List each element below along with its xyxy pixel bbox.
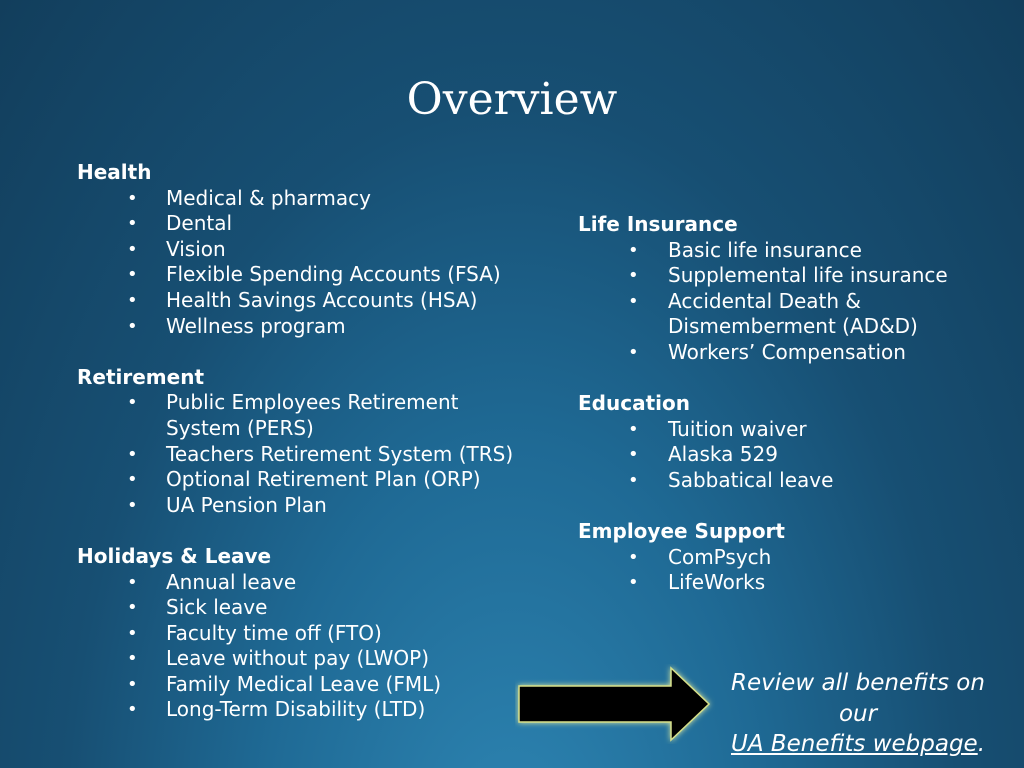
- list-item-label: Family Medical Leave (FML): [166, 671, 442, 696]
- list-item: [77, 262, 517, 288]
- section-holidays-leave: [77, 544, 517, 723]
- bullet-icon: •: [127, 494, 138, 516]
- bullet-icon: •: [628, 546, 639, 568]
- right-arrow-icon: [515, 664, 715, 744]
- list-item-label: Teachers Retirement System (TRS): [166, 441, 514, 466]
- list-item-label: Health Savings Accounts (HSA): [166, 287, 478, 312]
- bullet-icon: •: [127, 443, 138, 465]
- list-item: [578, 263, 948, 289]
- list-item: [578, 570, 948, 596]
- section-heading-holidays-leave: Holidays & Leave: [77, 543, 272, 568]
- list-item: [578, 442, 948, 468]
- list-item-label: UA Pension Plan: [166, 492, 327, 517]
- list-item: [578, 545, 948, 571]
- list-item: [578, 417, 948, 443]
- list-item: [77, 467, 517, 493]
- bullet-icon: •: [127, 469, 138, 491]
- list-item: [77, 493, 517, 519]
- list-item-label: Sabbatical leave: [668, 467, 834, 492]
- list-item: [77, 186, 517, 212]
- list-item: [578, 340, 948, 366]
- bullet-icon: •: [127, 648, 138, 670]
- list-item-label: Basic life insurance: [668, 237, 862, 262]
- list-item: [77, 595, 517, 621]
- section-heading-education: Education: [578, 391, 690, 416]
- holidays-leave-list: [77, 570, 517, 724]
- list-item-label: Alaska 529: [668, 442, 778, 467]
- bullet-icon: •: [628, 444, 639, 466]
- bullet-icon: •: [628, 341, 639, 363]
- right-column: [578, 212, 948, 622]
- left-column: [77, 160, 517, 749]
- list-item-label: Public Employees Retirement System (PERS): [166, 390, 459, 440]
- bullet-icon: •: [127, 622, 138, 644]
- list-item: [77, 646, 517, 672]
- bullet-icon: •: [127, 238, 138, 260]
- list-item: [77, 442, 517, 468]
- section-heading-health: Health: [77, 160, 152, 184]
- education-list: [578, 417, 948, 494]
- list-item-label: Flexible Spending Accounts (FSA): [166, 262, 501, 287]
- benefits-callout: [728, 668, 988, 760]
- list-item-label: Optional Retirement Plan (ORP): [166, 467, 481, 492]
- bullet-icon: •: [127, 213, 138, 235]
- list-item-label: Long-Term Disability (LTD): [166, 697, 426, 722]
- bullet-icon: •: [127, 392, 138, 414]
- list-item: [77, 288, 517, 314]
- bullet-icon: •: [127, 699, 138, 721]
- list-item: [578, 468, 948, 494]
- section-heading-retirement: Retirement: [77, 364, 205, 389]
- life-insurance-list: [578, 238, 948, 366]
- list-item-label: Supplemental life insurance: [668, 263, 948, 288]
- bullet-icon: •: [628, 239, 639, 261]
- list-item: [578, 289, 948, 340]
- list-item-label: Annual leave: [166, 569, 297, 594]
- bullet-icon: •: [127, 597, 138, 619]
- employee-support-list: [578, 545, 948, 596]
- bullet-icon: •: [628, 572, 639, 594]
- benefits-webpage-link[interactable]: UA Benefits webpage: [730, 731, 978, 757]
- bullet-icon: •: [127, 264, 138, 286]
- section-heading-life-insurance: Life Insurance: [578, 212, 738, 236]
- list-item-label: Leave without pay (LWOP): [166, 646, 430, 671]
- list-item: [77, 672, 517, 698]
- section-education: [578, 391, 948, 493]
- section-employee-support: [578, 519, 948, 596]
- bullet-icon: •: [628, 418, 639, 440]
- list-item-label: Faculty time off (FTO): [166, 620, 382, 645]
- list-item: [77, 314, 517, 340]
- section-heading-employee-support: Employee Support: [578, 519, 785, 544]
- bullet-icon: •: [628, 290, 639, 312]
- callout-text: Review all benefits on our: [731, 670, 985, 727]
- list-item: [578, 238, 948, 264]
- section-life-insurance: [578, 212, 948, 366]
- callout-suffix: .: [977, 731, 986, 757]
- list-item-label: Tuition waiver: [668, 416, 807, 441]
- retirement-list: [77, 390, 517, 518]
- list-item-label: Vision: [166, 236, 226, 261]
- list-item-label: Sick leave: [166, 595, 268, 620]
- list-item: [77, 570, 517, 596]
- bullet-icon: •: [127, 315, 138, 337]
- section-health: [77, 160, 517, 339]
- bullet-icon: •: [127, 571, 138, 593]
- slide-title: Overview: [406, 74, 618, 125]
- bullet-icon: •: [127, 673, 138, 695]
- list-item-label: LifeWorks: [668, 570, 766, 595]
- list-item: [77, 390, 517, 441]
- bullet-icon: •: [127, 187, 138, 209]
- list-item-label: Dental: [166, 211, 233, 236]
- bullet-icon: •: [127, 289, 138, 311]
- list-item-label: Accidental Death & Dismemberment (AD&D): [668, 288, 918, 339]
- health-list: [77, 186, 517, 340]
- list-item-label: ComPsych: [668, 544, 772, 569]
- section-retirement: [77, 365, 517, 519]
- list-item-label: Workers’ Compensation: [668, 339, 906, 364]
- list-item: [77, 237, 517, 263]
- list-item-label: Wellness program: [166, 313, 346, 338]
- list-item: [77, 697, 517, 723]
- list-item-label: Medical & pharmacy: [166, 185, 371, 210]
- list-item: [77, 621, 517, 647]
- bullet-icon: •: [628, 265, 639, 287]
- bullet-icon: •: [628, 469, 639, 491]
- list-item: [77, 211, 517, 237]
